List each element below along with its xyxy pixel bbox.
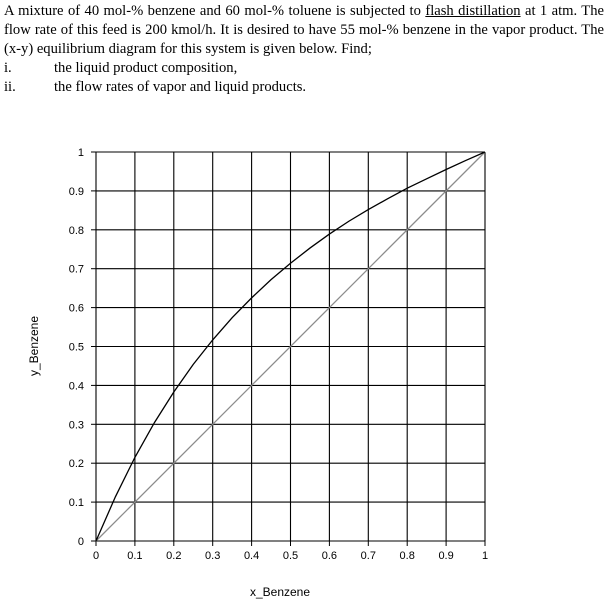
y-tick-label: 0.6 [68, 302, 84, 315]
x-tick-label: 0.7 [360, 550, 376, 562]
y-tick-label: 0.5 [68, 341, 84, 354]
y-tick-label: 0.3 [68, 419, 84, 432]
flash-distillation-link[interactable]: flash distillation [425, 3, 521, 19]
y-axis-label: y_Benzene [27, 315, 41, 377]
problem-intro-start: A mixture of 40 mol-% benzene and 60 mol-% toluene is subjected to [4, 3, 426, 19]
x-tick-label: 0 [92, 550, 100, 562]
chart-ticks [69, 147, 488, 562]
question-text: the liquid product composition, [54, 60, 238, 76]
x-axis-label: x_Benzene [249, 585, 311, 599]
problem-intro-end: at 1 atm. The flow rate of this feed is 200 kmol/h. It is desired to have 55 mol-% benzene in the vapor product. The (x-y) equilibrium diagram for this system is given below. Find; [4, 3, 604, 57]
y-tick-label: 1 [77, 147, 84, 159]
x-tick-label: 0.3 [205, 550, 221, 562]
y-tick-label: 0.2 [68, 458, 84, 471]
y-tick-label: 0.1 [68, 497, 84, 510]
x-tick-label: 0.1 [127, 550, 143, 562]
x-tick-label: 0.9 [438, 550, 454, 562]
y-tick-label: 0.7 [68, 263, 84, 276]
y-tick-label: 0.8 [68, 224, 84, 237]
question-number: i. [4, 60, 12, 76]
x-tick-label: 0.6 [321, 550, 338, 562]
y-tick-label: 0 [77, 536, 84, 548]
y-tick-label: 0.4 [68, 380, 84, 393]
x-tick-label: 0.4 [243, 550, 260, 562]
question-number: ii. [4, 79, 16, 95]
x-tick-label: 0.8 [399, 550, 415, 562]
y-tick-label: 0.9 [68, 185, 84, 198]
question-text: the flow rates of vapor and liquid products. [54, 79, 307, 95]
x-tick-label: 0.2 [166, 550, 182, 562]
x-tick-label: 0.5 [282, 550, 299, 562]
x-tick-label: 1 [481, 550, 489, 562]
